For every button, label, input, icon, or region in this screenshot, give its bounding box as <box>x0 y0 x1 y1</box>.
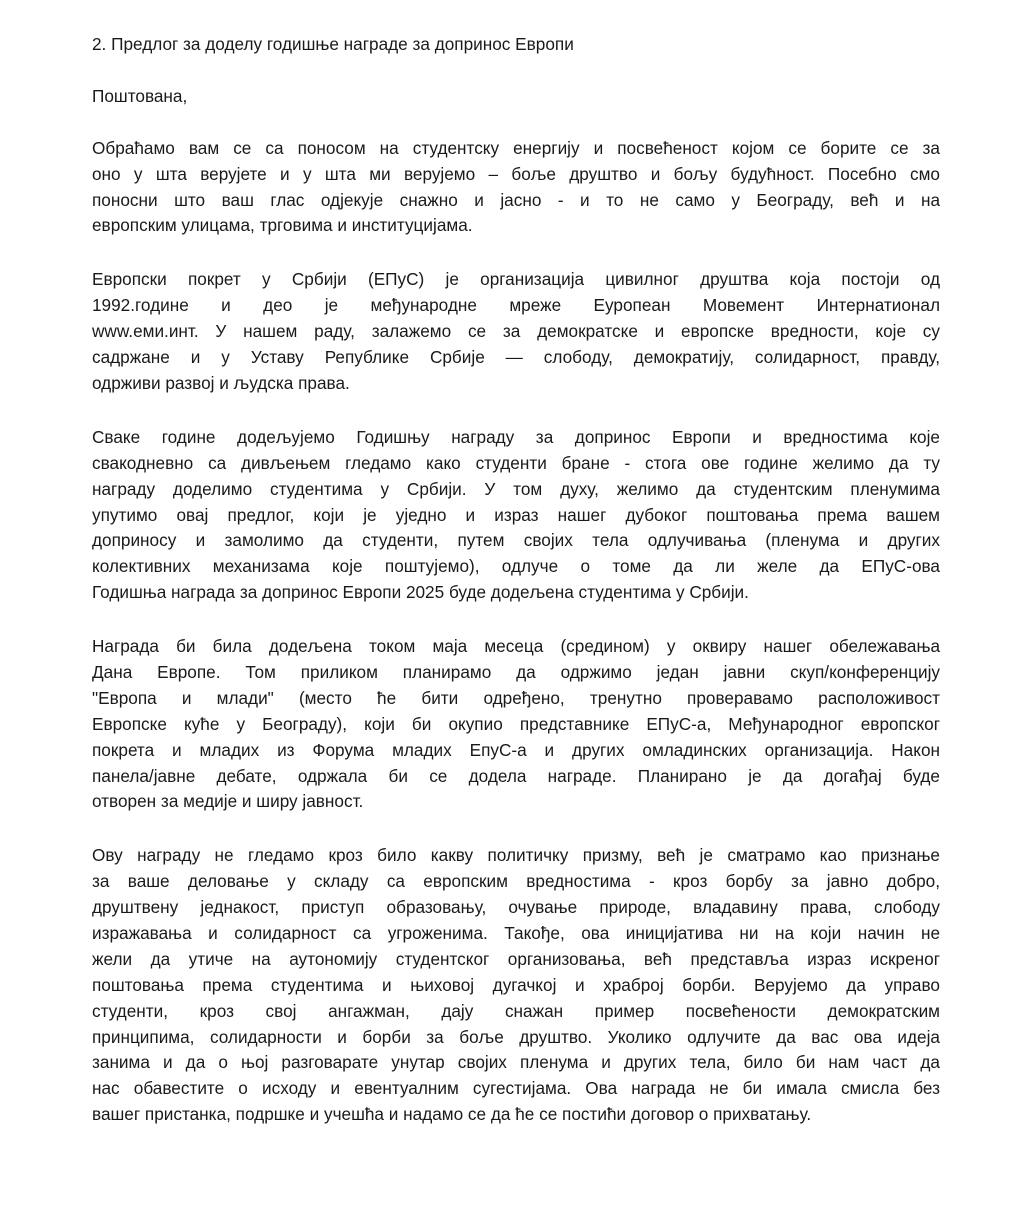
text-line: доприносу и замолимо да студенти, путем својих тела одлучивања (пленума и других <box>92 530 940 551</box>
text-line: изражавања и солидарност са угроженима. Такође, ова иницијатива ни на који начин не <box>92 922 940 943</box>
text-line: Годишња награда за допринос Европи 2025 буде додељена студентима у Србији. <box>92 582 749 603</box>
text-line: награду доделимо студентима у Србији. У том духу, желимо да студентским пленумима <box>92 478 940 499</box>
text-line: свакодневно са дивљењем гледамо како студенти бране - стога ове године желимо да ту <box>92 452 940 473</box>
text-line: вашег пристанка, подршке и учешћа и надамо се да ће се постићи договор о прихватању. <box>92 1104 812 1125</box>
text-line: за ваше деловање у складу са европским вредностима - кроз борбу за јавно добро, <box>92 871 940 892</box>
text-line: Сваке године додељујемо Годишњу награду за допринос Европи и вредностима које <box>92 426 940 447</box>
text-line: одрживи развој и људска права. <box>92 372 350 393</box>
text-line: Ову награду не гледамо кроз било какву политичку призму, већ је сматрамо као признање <box>92 845 940 866</box>
paragraph-about-epus <box>92 267 940 396</box>
text-line: принципима, солидарности и борби за боље друштво. Уколико одлучите да вас ова идеја <box>92 1026 940 1047</box>
paragraph-non-political-recognition <box>92 843 940 1128</box>
text-line: Награда би била додељена током маја месеца (средином) у оквиру нашег обележавања <box>92 636 940 657</box>
text-line: упутимо овај предлог, који је уједно и израз нашег дубоког поштовања према вашем <box>92 504 940 525</box>
text-line: Дана Европе. Том приликом планирамо да одржимо један јавни скуп/конференцију <box>92 661 940 682</box>
text-line: поштовања према студентима и њиховој дугачкој и храброј борби. Верујемо да управо <box>92 974 940 995</box>
paragraph-annual-award <box>92 425 940 606</box>
text-line: Обраћамо вам се са поносом на студентску енергију и посвећеност којом се борите се за <box>92 137 940 158</box>
document-page <box>92 32 940 1156</box>
text-line: поносни што ваш глас одјекује снажно и јасно - и то не само у Београду, већ и на <box>92 189 940 210</box>
text-line: Европске куће у Београду), који би окупио представнике ЕПуС-а, Међународног европског <box>92 713 940 734</box>
document-heading: 2. Предлог за доделу годишње награде за допринос Европи <box>92 34 574 54</box>
text-line: друштвену једнакост, приступ образовању, очување природе, владавину права, слободу <box>92 897 940 918</box>
text-line: оно у шта верујете и у шта ми верујемо – боље друштво и бољу будућност. Посебно смо <box>92 163 940 184</box>
text-line: панела/јавне дебате, одржала би се додела награде. Планирано је да догађај буде <box>92 765 940 786</box>
text-line: занима и да о њој разговарате унутар својих пленума и других тела, било би нам част да <box>92 1052 940 1073</box>
text-line: "Европа и млади" (место ће бити одређено, тренутно проверавамо расположивост <box>92 687 940 708</box>
text-line: нас обавестите о исходу и евентуалним сугестијама. Ова награда не би имала смисла без <box>92 1078 940 1099</box>
text-line: жели да утиче на аутономију студентског организовања, већ представља израз искреног <box>92 948 940 969</box>
text-line: www.еми.инт. У нашем раду, залажемо се за демократске и европске вредности, које су <box>92 321 940 342</box>
text-line: Европски покрет у Србији (ЕПуС) је организација цивилног друштва која постоји од <box>92 269 940 290</box>
salutation: Поштована, <box>92 85 188 106</box>
text-line: отворен за медије и ширу јавност. <box>92 791 364 812</box>
text-line: покрета и младих из Форума младих ЕпуС-а и других омладинских организација. Након <box>92 739 940 760</box>
paragraph-event-details <box>92 634 940 815</box>
text-line: европским улицама, трговима и институцијама. <box>92 215 473 236</box>
text-line: колективних механизама које поштујемо), одлуче о томе да ли желе да ЕПуС-ова <box>92 556 940 577</box>
text-line: садржане и у Уставу Републике Србије — слободу, демократију, солидарност, правду, <box>92 347 940 368</box>
paragraph-pride-in-students <box>92 136 940 240</box>
text-line: студенти, кроз свој ангажман, дају снажан пример посвећености демократским <box>92 1000 940 1021</box>
text-line: 1992.године и део је међународне мреже Еуропеан Мовемент Интернатионал <box>92 295 940 316</box>
